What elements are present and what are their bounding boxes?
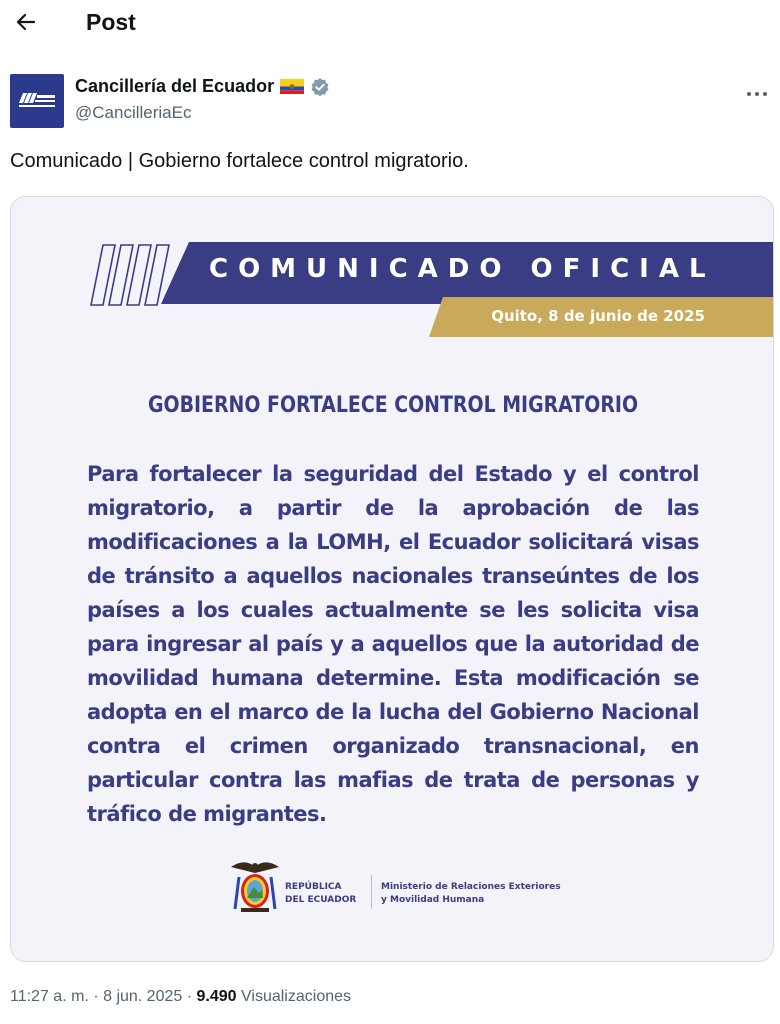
views-count[interactable]: 9.490	[196, 988, 237, 1005]
more-options-button[interactable]	[746, 78, 768, 104]
banner-title: COMUNICADO OFICIAL	[209, 254, 716, 284]
post-meta	[10, 988, 351, 1006]
republica-line1: REPÚBLICA	[285, 882, 342, 892]
tweet-text: Comunicado | Gobierno fortalece control migratorio.	[10, 150, 469, 172]
post-header	[0, 0, 780, 48]
ministerio-line2: y Movilidad Humana	[381, 895, 485, 905]
ecuador-flag-icon	[280, 79, 304, 94]
ministerio-line1: Ministerio de Relaciones Exteriores	[381, 882, 561, 892]
verified-badge-icon	[310, 77, 330, 97]
page-title: Post	[86, 9, 136, 35]
more-horizontal-icon	[746, 90, 768, 98]
author-name[interactable]	[75, 76, 330, 97]
meta-separator: ·	[186, 988, 193, 1005]
author-name-text[interactable]: Cancillería del Ecuador	[75, 76, 275, 96]
media-image[interactable]	[10, 196, 774, 962]
ministerio-label	[381, 881, 561, 907]
author-handle[interactable]: @CancilleriaEc	[75, 103, 192, 122]
footer-logos	[227, 853, 587, 923]
republica-label	[285, 881, 356, 907]
comunicado-date: Quito, 8 de junio de 2025	[491, 307, 705, 325]
cancilleria-logo-icon	[17, 91, 57, 111]
arrow-left-icon	[14, 10, 38, 34]
meta-separator: ·	[93, 988, 99, 1005]
coat-of-arms-icon	[227, 853, 283, 921]
logo-divider	[371, 875, 372, 909]
back-button[interactable]	[12, 8, 40, 36]
avatar[interactable]	[10, 74, 64, 128]
post-time[interactable]: 11:27 a. m.	[10, 988, 89, 1005]
republica-line2: DEL ECUADOR	[285, 895, 357, 905]
views-label[interactable]: Visualizaciones	[241, 988, 352, 1005]
comunicado-body: Para fortalecer la seguridad del Estado y el control migratorio, a partir de la aprobación de las modificaciones a la LOMH, el Ecuador solicitará visas de tránsito a aquellos nacionales transeúntes de los países a los cuales actualmente se les solicita visa para ingresar al país y a aquellos que la autoridad de movilidad humana determine. Esta modificación se adopta en el marco de la lucha del Gobierno Nacional contra el crimen organizado transnacional, en particular contra las mafias de trata de personas y tráfico de migrantes.	[87, 462, 699, 826]
comunicado-heading: GOBIERNO FORTALECE CONTROL MIGRATORIO	[147, 393, 639, 418]
post-date[interactable]: 8 jun. 2025	[103, 988, 183, 1005]
